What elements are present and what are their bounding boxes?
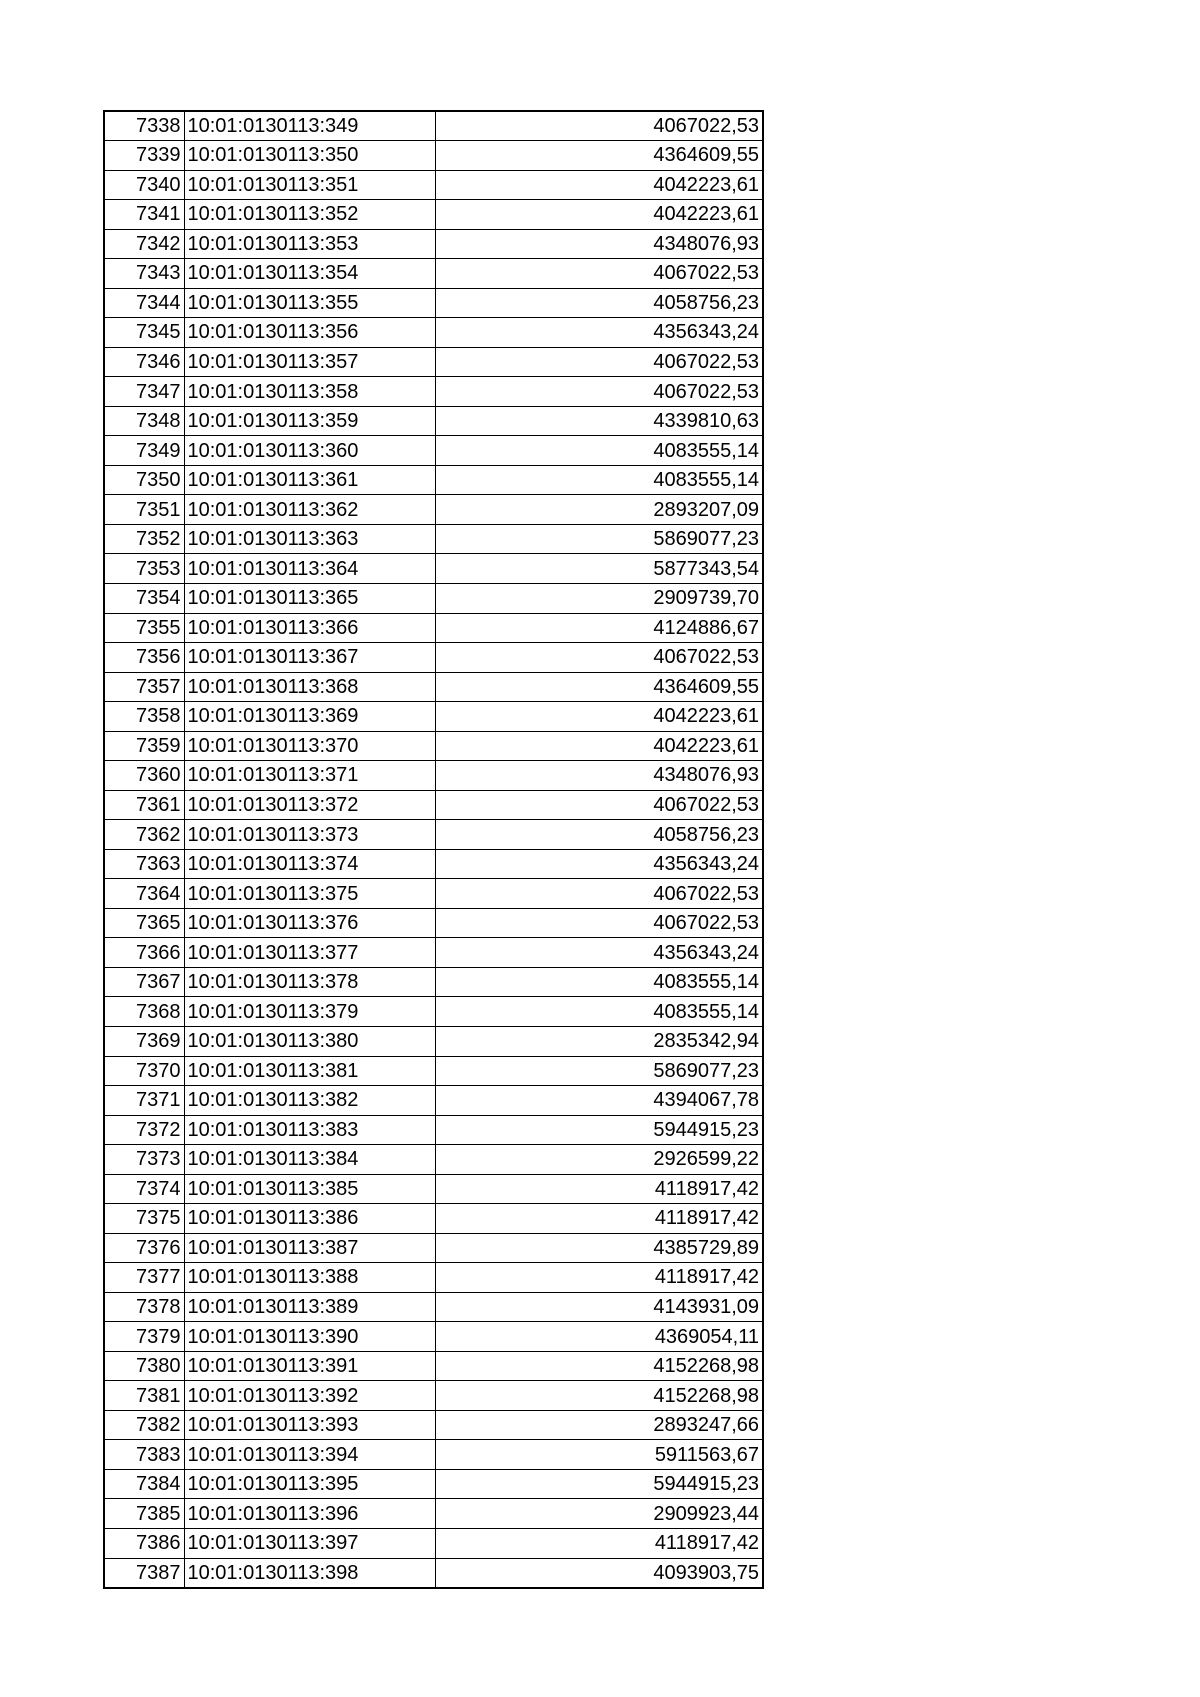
table-row — [104, 377, 763, 407]
cadastral-number-cell: 10:01:0130113:361 — [184, 465, 435, 495]
value-cell: 4067022,53 — [435, 111, 763, 141]
cadastral-number-cell: 10:01:0130113:357 — [184, 347, 435, 377]
table-row — [104, 141, 763, 171]
row-number-cell: 7359 — [104, 731, 184, 761]
cadastral-number-cell: 10:01:0130113:352 — [184, 200, 435, 230]
table-row — [104, 761, 763, 791]
value-cell: 4364609,55 — [435, 141, 763, 171]
table-row — [104, 613, 763, 643]
cadastral-number-cell: 10:01:0130113:378 — [184, 967, 435, 997]
row-number-cell: 7375 — [104, 1204, 184, 1234]
table-row — [104, 967, 763, 997]
cadastral-number-cell: 10:01:0130113:392 — [184, 1381, 435, 1411]
row-number-cell: 7354 — [104, 584, 184, 614]
table-row — [104, 1115, 763, 1145]
cadastral-number-cell: 10:01:0130113:371 — [184, 761, 435, 791]
cadastral-number-cell: 10:01:0130113:359 — [184, 406, 435, 436]
table-row — [104, 406, 763, 436]
row-number-cell: 7343 — [104, 259, 184, 289]
table-row — [104, 849, 763, 879]
cadastre-value-table — [103, 110, 764, 1589]
row-number-cell: 7352 — [104, 524, 184, 554]
cadastral-number-cell: 10:01:0130113:395 — [184, 1469, 435, 1499]
row-number-cell: 7348 — [104, 406, 184, 436]
value-cell: 4093903,75 — [435, 1558, 763, 1588]
value-cell: 5869077,23 — [435, 1056, 763, 1086]
cadastral-number-cell: 10:01:0130113:396 — [184, 1499, 435, 1529]
value-cell: 4356343,24 — [435, 318, 763, 348]
value-cell: 4067022,53 — [435, 643, 763, 673]
cadastral-number-cell: 10:01:0130113:394 — [184, 1440, 435, 1470]
value-cell: 2893247,66 — [435, 1410, 763, 1440]
row-number-cell: 7369 — [104, 1026, 184, 1056]
value-cell: 4058756,23 — [435, 820, 763, 850]
cadastral-number-cell: 10:01:0130113:367 — [184, 643, 435, 673]
cadastral-number-cell: 10:01:0130113:384 — [184, 1145, 435, 1175]
value-cell: 4143931,09 — [435, 1292, 763, 1322]
row-number-cell: 7338 — [104, 111, 184, 141]
row-number-cell: 7386 — [104, 1529, 184, 1559]
value-cell: 5944915,23 — [435, 1115, 763, 1145]
table-row — [104, 229, 763, 259]
table-row — [104, 1410, 763, 1440]
cadastral-number-cell: 10:01:0130113:375 — [184, 879, 435, 909]
table-row — [104, 997, 763, 1027]
value-cell: 4067022,53 — [435, 377, 763, 407]
table-row — [104, 347, 763, 377]
value-cell: 5877343,54 — [435, 554, 763, 584]
cadastral-number-cell: 10:01:0130113:366 — [184, 613, 435, 643]
cadastral-number-cell: 10:01:0130113:363 — [184, 524, 435, 554]
table-row — [104, 1529, 763, 1559]
row-number-cell: 7346 — [104, 347, 184, 377]
table-row — [104, 465, 763, 495]
row-number-cell: 7370 — [104, 1056, 184, 1086]
table-row — [104, 200, 763, 230]
table-row — [104, 1440, 763, 1470]
table-row — [104, 495, 763, 525]
cadastral-number-cell: 10:01:0130113:391 — [184, 1351, 435, 1381]
value-cell: 4152268,98 — [435, 1381, 763, 1411]
value-cell: 4083555,14 — [435, 436, 763, 466]
value-cell: 4083555,14 — [435, 967, 763, 997]
cadastral-number-cell: 10:01:0130113:351 — [184, 170, 435, 200]
value-cell: 4067022,53 — [435, 790, 763, 820]
row-number-cell: 7363 — [104, 849, 184, 879]
cadastral-number-cell: 10:01:0130113:382 — [184, 1086, 435, 1116]
table-row — [104, 1351, 763, 1381]
value-cell: 4118917,42 — [435, 1174, 763, 1204]
table-row — [104, 643, 763, 673]
row-number-cell: 7344 — [104, 288, 184, 318]
cadastral-number-cell: 10:01:0130113:379 — [184, 997, 435, 1027]
table-row — [104, 702, 763, 732]
cadastral-number-cell: 10:01:0130113:355 — [184, 288, 435, 318]
cadastral-number-cell: 10:01:0130113:376 — [184, 908, 435, 938]
cadastral-number-cell: 10:01:0130113:374 — [184, 849, 435, 879]
row-number-cell: 7383 — [104, 1440, 184, 1470]
cadastral-number-cell: 10:01:0130113:353 — [184, 229, 435, 259]
value-cell: 4083555,14 — [435, 465, 763, 495]
cadastral-number-cell: 10:01:0130113:350 — [184, 141, 435, 171]
table-row — [104, 1381, 763, 1411]
row-number-cell: 7365 — [104, 908, 184, 938]
row-number-cell: 7384 — [104, 1469, 184, 1499]
table-row — [104, 879, 763, 909]
table-row — [104, 1292, 763, 1322]
table-row — [104, 436, 763, 466]
row-number-cell: 7378 — [104, 1292, 184, 1322]
table-row — [104, 938, 763, 968]
table-row — [104, 1322, 763, 1352]
value-cell: 4042223,61 — [435, 731, 763, 761]
row-number-cell: 7379 — [104, 1322, 184, 1352]
row-number-cell: 7374 — [104, 1174, 184, 1204]
value-cell: 4394067,78 — [435, 1086, 763, 1116]
row-number-cell: 7345 — [104, 318, 184, 348]
cadastral-number-cell: 10:01:0130113:362 — [184, 495, 435, 525]
value-cell: 4356343,24 — [435, 938, 763, 968]
value-cell: 4042223,61 — [435, 702, 763, 732]
row-number-cell: 7339 — [104, 141, 184, 171]
table-row — [104, 554, 763, 584]
cadastral-number-cell: 10:01:0130113:387 — [184, 1233, 435, 1263]
cadastral-number-cell: 10:01:0130113:377 — [184, 938, 435, 968]
table-row — [104, 288, 763, 318]
value-cell: 4348076,93 — [435, 761, 763, 791]
table-row — [104, 1145, 763, 1175]
table-row — [104, 1026, 763, 1056]
table-row — [104, 111, 763, 141]
row-number-cell: 7381 — [104, 1381, 184, 1411]
table-row — [104, 318, 763, 348]
cadastral-number-cell: 10:01:0130113:372 — [184, 790, 435, 820]
row-number-cell: 7356 — [104, 643, 184, 673]
row-number-cell: 7382 — [104, 1410, 184, 1440]
table-row — [104, 259, 763, 289]
row-number-cell: 7377 — [104, 1263, 184, 1293]
table-row — [104, 1469, 763, 1499]
value-cell: 4083555,14 — [435, 997, 763, 1027]
row-number-cell: 7351 — [104, 495, 184, 525]
row-number-cell: 7385 — [104, 1499, 184, 1529]
value-cell: 4042223,61 — [435, 170, 763, 200]
table-row — [104, 584, 763, 614]
cadastral-number-cell: 10:01:0130113:393 — [184, 1410, 435, 1440]
row-number-cell: 7357 — [104, 672, 184, 702]
value-cell: 4152268,98 — [435, 1351, 763, 1381]
row-number-cell: 7368 — [104, 997, 184, 1027]
cadastral-number-cell: 10:01:0130113:349 — [184, 111, 435, 141]
cadastral-number-cell: 10:01:0130113:380 — [184, 1026, 435, 1056]
table-row — [104, 1499, 763, 1529]
cadastral-number-cell: 10:01:0130113:398 — [184, 1558, 435, 1588]
cadastral-number-cell: 10:01:0130113:358 — [184, 377, 435, 407]
table-row — [104, 731, 763, 761]
table-row — [104, 908, 763, 938]
value-cell: 4118917,42 — [435, 1263, 763, 1293]
cadastral-number-cell: 10:01:0130113:365 — [184, 584, 435, 614]
row-number-cell: 7361 — [104, 790, 184, 820]
table-row — [104, 1204, 763, 1234]
table-body — [104, 111, 763, 1588]
row-number-cell: 7372 — [104, 1115, 184, 1145]
cadastral-number-cell: 10:01:0130113:390 — [184, 1322, 435, 1352]
table-row — [104, 1263, 763, 1293]
table-row — [104, 1233, 763, 1263]
row-number-cell: 7349 — [104, 436, 184, 466]
cadastral-number-cell: 10:01:0130113:397 — [184, 1529, 435, 1559]
row-number-cell: 7358 — [104, 702, 184, 732]
value-cell: 5869077,23 — [435, 524, 763, 554]
value-cell: 4042223,61 — [435, 200, 763, 230]
cadastral-number-cell: 10:01:0130113:373 — [184, 820, 435, 850]
row-number-cell: 7350 — [104, 465, 184, 495]
cadastral-number-cell: 10:01:0130113:356 — [184, 318, 435, 348]
cadastral-number-cell: 10:01:0130113:388 — [184, 1263, 435, 1293]
row-number-cell: 7342 — [104, 229, 184, 259]
row-number-cell: 7373 — [104, 1145, 184, 1175]
value-cell: 5944915,23 — [435, 1469, 763, 1499]
value-cell: 4369054,11 — [435, 1322, 763, 1352]
cadastral-number-cell: 10:01:0130113:354 — [184, 259, 435, 289]
value-cell: 4124886,67 — [435, 613, 763, 643]
row-number-cell: 7362 — [104, 820, 184, 850]
value-cell: 4118917,42 — [435, 1204, 763, 1234]
value-cell: 4067022,53 — [435, 259, 763, 289]
value-cell: 2909923,44 — [435, 1499, 763, 1529]
table-row — [104, 1056, 763, 1086]
cadastral-number-cell: 10:01:0130113:360 — [184, 436, 435, 466]
table-row — [104, 1086, 763, 1116]
row-number-cell: 7353 — [104, 554, 184, 584]
cadastral-number-cell: 10:01:0130113:381 — [184, 1056, 435, 1086]
table-row — [104, 820, 763, 850]
row-number-cell: 7341 — [104, 200, 184, 230]
table-row — [104, 170, 763, 200]
value-cell: 4067022,53 — [435, 347, 763, 377]
row-number-cell: 7367 — [104, 967, 184, 997]
value-cell: 4385729,89 — [435, 1233, 763, 1263]
cadastral-number-cell: 10:01:0130113:389 — [184, 1292, 435, 1322]
cadastral-number-cell: 10:01:0130113:383 — [184, 1115, 435, 1145]
value-cell: 5911563,67 — [435, 1440, 763, 1470]
cadastral-number-cell: 10:01:0130113:368 — [184, 672, 435, 702]
value-cell: 4067022,53 — [435, 908, 763, 938]
table-row — [104, 524, 763, 554]
value-cell: 4067022,53 — [435, 879, 763, 909]
row-number-cell: 7366 — [104, 938, 184, 968]
value-cell: 4364609,55 — [435, 672, 763, 702]
row-number-cell: 7371 — [104, 1086, 184, 1116]
value-cell: 2926599,22 — [435, 1145, 763, 1175]
value-cell: 2893207,09 — [435, 495, 763, 525]
cadastral-number-cell: 10:01:0130113:369 — [184, 702, 435, 732]
row-number-cell: 7380 — [104, 1351, 184, 1381]
value-cell: 4058756,23 — [435, 288, 763, 318]
value-cell: 4348076,93 — [435, 229, 763, 259]
value-cell: 4339810,63 — [435, 406, 763, 436]
table-row — [104, 790, 763, 820]
row-number-cell: 7340 — [104, 170, 184, 200]
cadastral-number-cell: 10:01:0130113:385 — [184, 1174, 435, 1204]
value-cell: 2909739,70 — [435, 584, 763, 614]
row-number-cell: 7347 — [104, 377, 184, 407]
table-row — [104, 1558, 763, 1588]
cadastral-number-cell: 10:01:0130113:370 — [184, 731, 435, 761]
cadastral-number-cell: 10:01:0130113:364 — [184, 554, 435, 584]
value-cell: 4356343,24 — [435, 849, 763, 879]
row-number-cell: 7355 — [104, 613, 184, 643]
value-cell: 2835342,94 — [435, 1026, 763, 1056]
value-cell: 4118917,42 — [435, 1529, 763, 1559]
row-number-cell: 7364 — [104, 879, 184, 909]
table-row — [104, 1174, 763, 1204]
row-number-cell: 7387 — [104, 1558, 184, 1588]
row-number-cell: 7376 — [104, 1233, 184, 1263]
table-row — [104, 672, 763, 702]
row-number-cell: 7360 — [104, 761, 184, 791]
cadastral-number-cell: 10:01:0130113:386 — [184, 1204, 435, 1234]
